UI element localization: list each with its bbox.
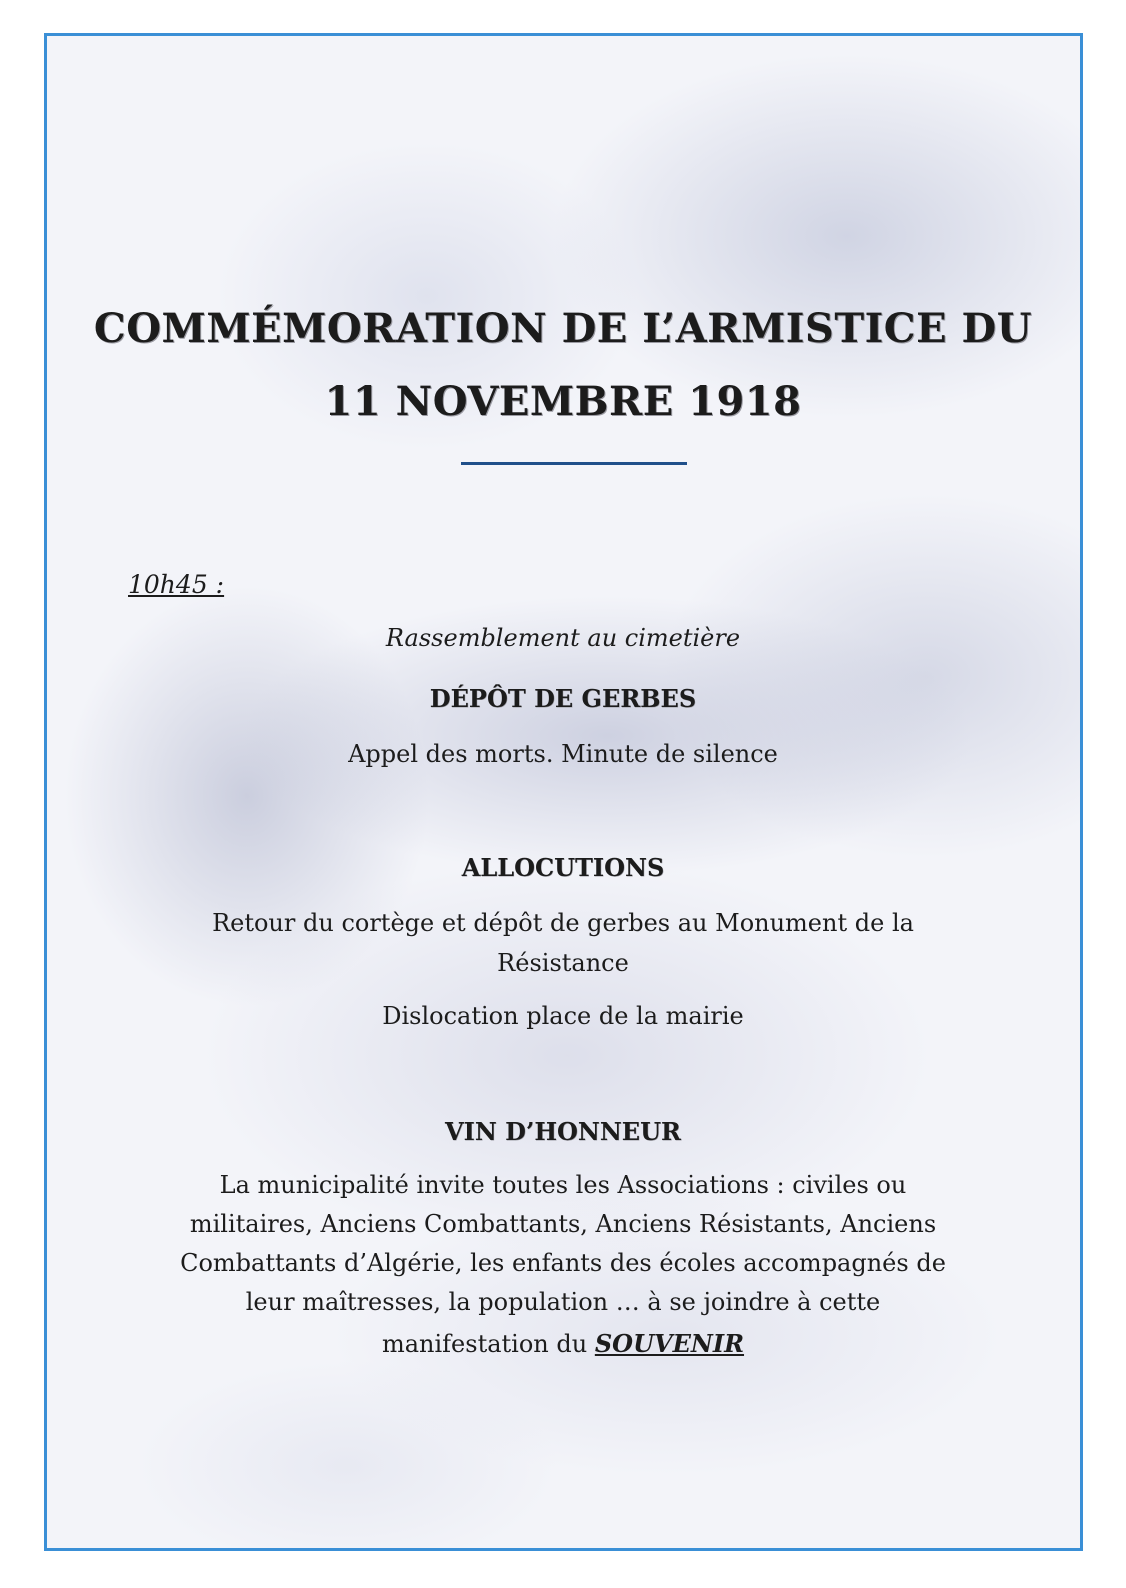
invite-line-5 <box>0 1324 1126 1364</box>
invite-line-4: leur maîtresses, la population … à se joindre à cette <box>245 1288 881 1316</box>
speeches-heading: ALLOCUTIONS <box>461 853 665 882</box>
invite-line-1: La municipalité invite toutes les Associations : civiles ou <box>219 1171 907 1199</box>
invite-line-3: Combattants d’Algérie, les enfants des écoles accompagnés de <box>180 1249 946 1277</box>
invite-line-5-prefix: manifestation du <box>381 1330 595 1358</box>
schedule-time: 10h45 : <box>128 570 225 599</box>
title-line-1: COMMÉMORATION DE L’ARMISTICE DU <box>93 305 1033 352</box>
gathering-text: Rassemblement au cimetière <box>385 624 741 652</box>
reception-heading: VIN D’HONNEUR <box>445 1117 681 1146</box>
return-text-line-1: Retour du cortège et dépôt de gerbes au Monument de la <box>212 909 914 937</box>
roll-call-text: Appel des morts. Minute de silence <box>348 740 778 768</box>
invite-line-2: militaires, Anciens Combattants, Anciens Résistants, Anciens <box>189 1210 937 1238</box>
title-line-2: 11 NOVEMBRE 1918 <box>324 378 802 425</box>
title-divider <box>461 462 687 465</box>
return-text-line-2: Résistance <box>497 949 629 977</box>
wreath-heading: DÉPÔT DE GERBES <box>429 684 697 713</box>
souvenir-emphasis: SOUVENIR <box>594 1329 745 1358</box>
dispersal-text: Dislocation place de la mairie <box>382 1002 744 1030</box>
